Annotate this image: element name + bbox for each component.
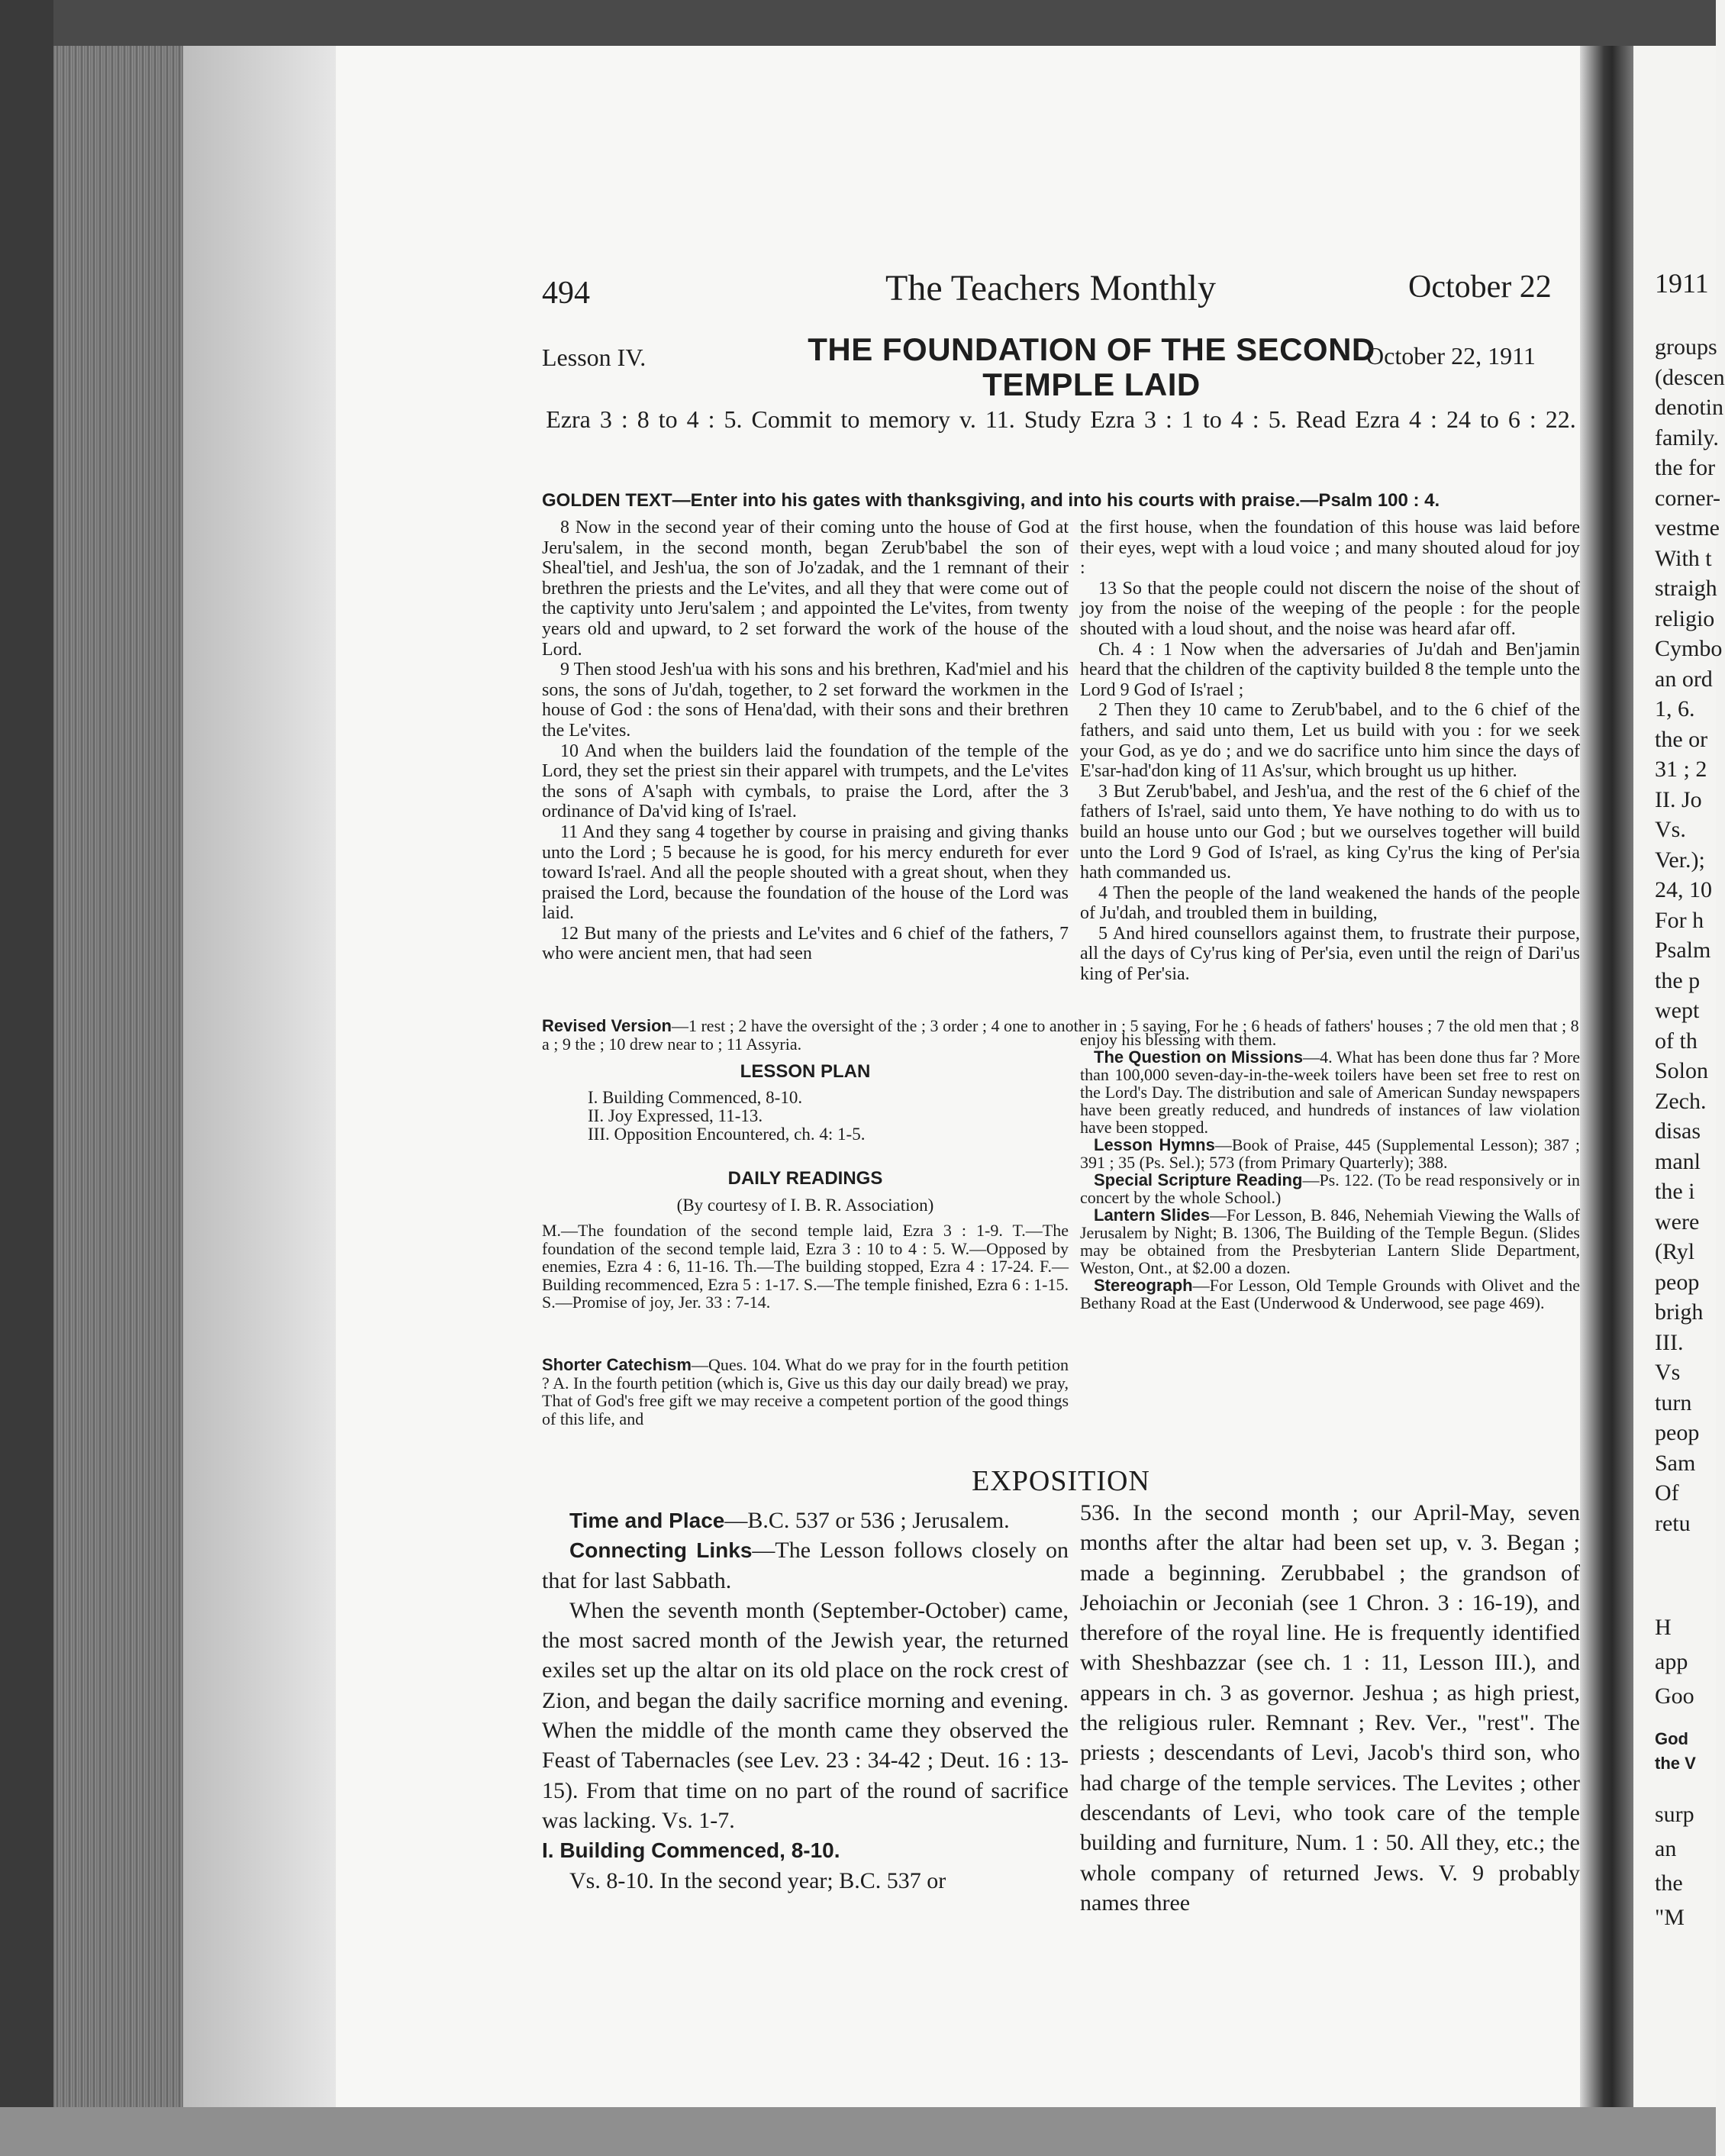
lantern-slides-text: —For Lesson, B. 846, Nehemiah Viewing the Walls of Jerusalem by Night; B. 1306, The Building of the Temple Begun. (Slides may be obtained from the Presbyterian Lantern Slide Department, Weston, Ont., at $2.00 a dozen. — [1080, 1205, 1581, 1277]
page-number: 494 — [542, 276, 590, 311]
verse-paragraph: 9 Then stood Jesh'ua with his sons and his brethren, Kad'miel and his sons, the sons of Ju'dah, together, to 2 set forward the workmen in the house of God : the sons of Hena'dad, with their sons and their brethren the Le'vites. — [542, 660, 1069, 741]
special-reading-note — [1080, 1171, 1580, 1206]
missions-note — [1080, 1048, 1580, 1136]
facing-page-line: "M — [1655, 1905, 1685, 1930]
facing-page-year: 1911 — [1655, 268, 1709, 299]
lesson-notes — [1080, 1031, 1580, 1312]
lantern-slides-label: Lantern Slides — [1094, 1205, 1210, 1225]
scan-background-top — [0, 0, 1716, 46]
facing-page-line: 31 ; 2 — [1655, 757, 1707, 782]
facing-page-line: an ord — [1655, 666, 1713, 692]
facing-page-line: peop — [1655, 1420, 1700, 1445]
time-and-place-text: —B.C. 537 or 536 ; Jerusalem. — [724, 1508, 1010, 1533]
verse-paragraph: 12 But many of the priests and Le'vites and 6 chief of the fathers, 7 who were ancient men, that had seen — [542, 923, 1069, 964]
time-and-place — [542, 1506, 1069, 1535]
lesson-plan-item: I. Building Commenced, 8-10. — [588, 1088, 803, 1107]
stereograph-text: —For Lesson, Old Temple Grounds with Olivet and the Bethany Road at the East (Underwood & Underwood, see page 469). — [1080, 1276, 1580, 1312]
facing-page-line: Solon — [1655, 1058, 1709, 1083]
verse-paragraph: 11 And they sang 4 together by course in praising and giving thanks unto the Lord ; 5 because he is good, for his mercy endureth for ever toward Is'rael. And all the people shouted with a great shout, when they praised the Lord, because the foundation of the house of the Lord was laid. — [542, 821, 1069, 924]
facing-page-line: surp — [1655, 1802, 1694, 1827]
facing-page-line: the i — [1655, 1179, 1695, 1204]
golden-text: GOLDEN TEXT—Enter into his gates with thanksgiving, and into his courts with praise.—Psalm 100 : 4. — [542, 490, 1440, 511]
facing-page-line: wept — [1655, 998, 1700, 1023]
facing-page — [1633, 46, 1725, 2107]
catechism-label: Shorter Catechism — [542, 1355, 692, 1374]
facing-page-line: were — [1655, 1209, 1700, 1235]
facing-page-line: disas — [1655, 1118, 1701, 1144]
daily-readings-text: M.—The foundation of the second temple laid, Ezra 3 : 1-9. T.—The foundation of the second temple laid, Ezra 3 : 10 to 4 : 5. W.—Opposed by enemies, Ezra 4 : 6, 11-16. Th.—The building stopped, Ezra 4 : 17-24. F.—Building recommenced, Ezra 5 : 1-17. S.—The temple finished, Ezra 6 : 1-15. S.—Promise of joy, Jer. 33 : 7-14. — [542, 1221, 1069, 1312]
hymns-text: —Book of Praise, 445 (Supplemental Lesson); 387 ; 391 ; 35 (Ps. Sel.); 573 (from Primary Quarterly); 388. — [1080, 1135, 1580, 1172]
hymns-note — [1080, 1136, 1580, 1171]
verse-paragraph: 2 Then they 10 came to Zerub'babel, and to the 6 chief of the fathers, and said unto them, Let us build with you : for we seek your God, as ye do ; and we do sacrifice unto him since the days of E'sar-had'don king of 11 As'sur, which brought us up hither. — [1080, 700, 1580, 782]
scripture-column-left — [542, 518, 1069, 964]
lesson-plan-item: III. Opposition Encountered, ch. 4: 1-5. — [588, 1125, 866, 1144]
scan-background-bottom — [0, 2107, 1716, 2156]
verse-paragraph: Ch. 4 : 1 Now when the adversaries of Ju'dah and Ben'jamin heard that the children of the captivity builded 8 the temple unto the Lord 9 God of Is'rael ; — [1080, 639, 1580, 700]
facing-page-line: the or — [1655, 726, 1708, 752]
stereograph-note — [1080, 1276, 1580, 1312]
catechism-text: —Ques. 104. What do we pray for in the fourth petition ? A. In the fourth petition (which is, Give us this day our daily bread) we pray, That of God's free gift we may receive a competent portion of the good things of this life, and — [542, 1355, 1069, 1428]
exposition-paragraph: 536. In the second month ; our April-May, seven months after the altar had been set up, v. 3. Began ; made a beginning. Zerubbabel ; the grandson of Jehoiachin or Jeconiah (see 1 Chron. 3 : 16-19), and therefore of the royal line. He is frequently identified with Sheshbazzar (see ch. 1 : 11, Lesson III.), and appears in ch. 3 as governor. Jeshua ; as high priest, the religious ruler. Remnant ; Rev. Ver., "rest". The priests ; descendants of Levi, Jacob's third son, who had charge of the temple services. The Levites ; other descendants of Levi, who took care of the temple building and furniture, Num. 1 : 50. All they, etc.; the whole company of returned Jews. V. 9 probably names three — [1080, 1500, 1580, 1916]
running-title: The Teachers Monthly — [885, 268, 1216, 308]
book-gutter — [1580, 46, 1633, 2107]
facing-page-line: family. — [1655, 424, 1719, 450]
facing-page-line: Of — [1655, 1480, 1679, 1506]
facing-page-line: 1, 6. — [1655, 696, 1695, 721]
special-reading-text: —Ps. 122. (To be read responsively or in concert by the whole School.) — [1080, 1170, 1580, 1207]
time-and-place-label: Time and Place — [569, 1509, 725, 1532]
verse-paragraph: 10 And when the builders laid the foundation of the temple of the Lord, they set the priest sin their apparel with trumpets, and the Le'vites the sons of A'saph with cymbals, to praise the Lord, after the 3 ordinance of Da'vid king of Is'rael. — [542, 741, 1069, 822]
connecting-links-text: —The Lesson follows closely on that for last Sabbath. — [542, 1538, 1069, 1593]
connecting-links — [542, 1535, 1069, 1596]
stereograph-label: Stereograph — [1094, 1276, 1193, 1295]
facing-page-line: the for — [1655, 455, 1716, 480]
facing-page-small-line: God — [1655, 1729, 1688, 1748]
facing-page-line: straigh — [1655, 576, 1717, 601]
facing-page-line: Ver.); — [1655, 847, 1705, 873]
scripture-column-right — [1080, 518, 1580, 985]
facing-page-line: With t — [1655, 545, 1712, 571]
facing-page-line: For h — [1655, 907, 1704, 933]
facing-page-line: the — [1655, 1870, 1683, 1896]
facing-page-line: Zech. — [1655, 1088, 1707, 1114]
book-margin — [183, 46, 336, 2107]
facing-page-line: III. — [1655, 1329, 1684, 1355]
scripture-reference: Ezra 3 : 8 to 4 : 5. Commit to memory v. 11. Study Ezra 3 : 1 to 4 : 5. Read Ezra 4 : 24 to 6 : 22. — [546, 405, 1576, 433]
lantern-slides-note — [1080, 1206, 1580, 1276]
facing-page-line: groups — [1655, 334, 1717, 360]
exposition-title: EXPOSITION — [972, 1465, 1150, 1497]
facing-page-line: denotin — [1655, 395, 1723, 420]
continuation-text: enjoy his blessing with them. — [1080, 1030, 1277, 1049]
facing-page-line: (descen — [1655, 364, 1725, 390]
facing-page-line: Psalm — [1655, 938, 1711, 963]
facing-page-line: corner- — [1655, 485, 1721, 511]
verse-paragraph: 5 And hired counsellors against them, to frustrate their purpose, all the days of Cy'rus king of Per'sia, even until the reign of Dari'us king of Per'sia. — [1080, 923, 1580, 985]
facing-page-line: an — [1655, 1836, 1677, 1861]
scan-background-left — [0, 0, 53, 2156]
lesson-date: October 22, 1911 — [1366, 342, 1536, 370]
verse-paragraph: 4 Then the people of the land weakened the hands of the people of Ju'dah, and troubled them in building, — [1080, 883, 1580, 924]
facing-page-line: app — [1655, 1649, 1688, 1674]
book-page-edges — [53, 46, 183, 2107]
revised-version-text: —1 rest ; 2 have the oversight of the ; 3 order ; 4 one to another in ; 5 saying, For he ; 6 heads of fathers' houses ; 7 the old men that ; 8 a ; 9 the ; 10 drew near to ; 11 Assyria. — [542, 1016, 1579, 1054]
exposition-column-right — [1080, 1498, 1580, 1918]
facing-page-line: vestme — [1655, 515, 1720, 541]
verse-paragraph: 8 Now in the second year of their coming unto the house of God at Jeru'salem, in the second month, began Zerub'babel the son of Sheal'tiel, and Jesh'ua, the son of Jo'zadak, and the 1 remnant of their brethren the priests and the Le'vites, and all they that were come out of the captivity unto Jeru'salem ; and appointed the Le'vites, from twenty years old and upward, to 2 set forward the work of the house of the Lord. — [542, 518, 1069, 660]
facing-page-line: the p — [1655, 967, 1701, 993]
missions-label: The Question on Missions — [1094, 1047, 1304, 1067]
facing-page-line: of th — [1655, 1028, 1698, 1054]
facing-page-line: retu — [1655, 1510, 1691, 1536]
exposition-paragraph: When the seventh month (September-October) came, the most sacred month of the Jewish year, the returned exiles set up the altar on its old place on the rock crest of Zion, and began the daily sacrifice morning and evening. When the middle of the month came they observed the Feast of Tabernacles (see Lev. 23 : 34-42 ; Deut. 16 : 13-15). From that time on no part of the round of sacrifice was lacking. Vs. 1-7. — [542, 1597, 1069, 1833]
verse-paragraph: 3 But Zerub'babel, and Jesh'ua, and the rest of the 6 chief of the fathers of Is'rael, said unto them, Ye have nothing to do with us to build an house unto our God ; but we ourselves together will build unto the Lord 9 God of Is'rael, as king Cy'rus the king of Per'sia hath commanded us. — [1080, 781, 1580, 883]
lesson-plan-list — [588, 1089, 1046, 1144]
missions-text: —4. What has been done thus far ? More than 100,000 seven-day-in-the-week toilers have been set free to rest on the Lord's Day. The distribution and sale of American Sunday newspapers have been greatly reduced, and hundreds of instances of law violation have been stopped. — [1080, 1047, 1581, 1137]
daily-readings-title: DAILY READINGS — [727, 1168, 883, 1189]
shorter-catechism — [542, 1356, 1069, 1428]
revised-version-label: Revised Version — [542, 1016, 672, 1035]
daily-readings-courtesy: (By courtesy of I. B. R. Association) — [676, 1196, 934, 1215]
section-heading: I. Building Commenced, 8-10. — [542, 1838, 840, 1863]
facing-page-line: Goo — [1655, 1683, 1694, 1709]
book-page — [336, 46, 1580, 2107]
verse-paragraph: 13 So that the people could not discern the noise of the shout of joy from the noise of the weeping of the people : for the people shouted with a loud shout, and the noise was heard afar off. — [1080, 578, 1580, 639]
running-date: October 22 — [1408, 270, 1552, 305]
facing-page-line: religio — [1655, 605, 1715, 631]
lesson-plan-item: II. Joy Expressed, 11-13. — [588, 1106, 763, 1125]
special-reading-label: Special Scripture Reading — [1094, 1170, 1303, 1189]
lesson-plan-title: LESSON PLAN — [740, 1061, 871, 1082]
facing-page-line: H — [1655, 1615, 1672, 1640]
facing-page-line: Vs. — [1655, 817, 1686, 842]
verse-paragraph: the first house, when the foundation of this house was laid before their eyes, wept with a loud voice ; and many shouted aloud for joy : — [1080, 518, 1580, 579]
facing-page-line: Cymbo — [1655, 636, 1723, 661]
facing-page-line: peop — [1655, 1269, 1700, 1295]
facing-page-line: manl — [1655, 1148, 1701, 1174]
facing-page-line: 24, 10 — [1655, 877, 1712, 902]
lesson-number: Lesson IV. — [542, 344, 646, 371]
facing-page-line: II. Jo — [1655, 786, 1702, 812]
connecting-links-label: Connecting Links — [569, 1538, 753, 1563]
facing-page-line: brigh — [1655, 1299, 1704, 1325]
exposition-column-left — [542, 1506, 1069, 1896]
facing-page-small-line: the V — [1655, 1754, 1696, 1773]
facing-page-line: Vs — [1655, 1360, 1681, 1385]
facing-page-line: (Ryl — [1655, 1239, 1695, 1264]
facing-page-line: turn — [1655, 1389, 1692, 1415]
lesson-title: THE FOUNDATION OF THE SECOND TEMPLE LAID — [808, 331, 1375, 402]
exposition-verse-note: Vs. 8-10. In the second year; B.C. 537 or — [569, 1867, 946, 1893]
hymns-label: Lesson Hymns — [1094, 1135, 1215, 1154]
facing-page-line: Sam — [1655, 1450, 1696, 1476]
